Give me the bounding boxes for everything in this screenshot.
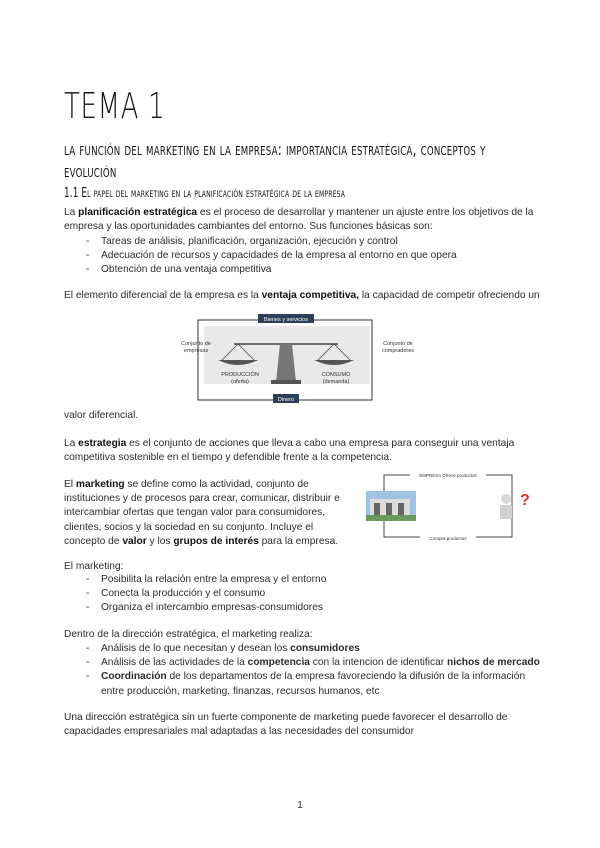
page-title: TEMA 1: [64, 86, 166, 127]
label-oferta: (oferta): [231, 379, 249, 385]
exchange-diagram: [364, 469, 531, 544]
list-item: - Adecuación de recursos y capacidades de la empresa al entorno en que opera: [86, 249, 457, 263]
label-conjunto-empresas: Conjunto de: [181, 341, 211, 347]
section-heading: 1.1 El papel del marketing en la planificación estratégica de la empresa: [64, 186, 346, 201]
label-demanda: (demanda): [322, 379, 350, 385]
list-item: - Posibilita la relación entre la empresa y el entorno: [86, 573, 326, 587]
paragraph-estrategia: La estrategia es el conjunto de acciones que lleva a cabo una empresa para conseguir una ventaja competitiva sostenible en el tiempo y defendible frente a la competencia.: [64, 438, 515, 463]
list-item: - Coordinación de los departamentos de la empresa favoreciendo la difusión de la información entre producción, marketing, finanzas, recursos humanos, etc: [86, 670, 556, 698]
svg-text:?: ?: [520, 492, 530, 509]
paragraph-marketing-definicion: El marketing se define como la actividad, conjunto de instituciones y de procesos para crear, comunicar, distribuir e intercambiar ofertas que tengan valor para consumidores, clientes, socios y la sociedad en su conjunto. Incluye el concepto de valor y los grupos de interés para la empresa.: [64, 479, 340, 547]
list-item: - Tareas de análisis, planificación, organización, ejecución y control: [86, 235, 457, 249]
label-produccion: PRODUCCIÓN: [221, 372, 259, 378]
paragraph-conclusion: Una dirección estratégica sin un fuerte componente de marketing puede favorecer el desarrollo de capacidades empresariales mal adaptadas a las necesidades del consumidor: [64, 712, 508, 737]
list-item: - Análisis de las actividades de la competencia con la intencion de identificar nichos de mercado: [86, 656, 556, 670]
list-item: - Análisis de lo que necesitan y desean los consumidores: [86, 642, 556, 656]
label-compra: Compra productos: [429, 536, 467, 541]
label-dinero: Dinero: [277, 397, 295, 403]
list-marketing: [86, 573, 326, 616]
paragraph-ventaja: El elemento diferencial de la empresa es la ventaja competitiva, la capacidad de competir ofreciendo un: [64, 290, 540, 301]
page-number: 1: [297, 800, 303, 811]
paragraph-direccion: Dentro de la dirección estratégica, el marketing realiza:: [64, 629, 313, 640]
market-balance-diagram: [176, 312, 420, 408]
label-compradores: compradores: [381, 348, 415, 354]
label-bienes: Bienes y servicios: [263, 317, 309, 323]
list-funciones: [86, 235, 457, 278]
paragraph-valor-diferencial: valor diferencial.: [64, 410, 139, 421]
chapter-subtitle: la función del marketing en la empresa: importancia estratégica, conceptos y evolución: [64, 140, 486, 181]
label-ofrece: EMPRESA Ofrece productos: [419, 473, 477, 478]
paragraph-planificacion: La planificación estratégica es el proceso de desarrollar y mantener un ajuste entre los objetivos de la empresa y las oportunidades cambiantes del entorno. Sus funciones básicas son:: [64, 207, 534, 232]
label-conjunto-compradores: Conjunto de: [383, 341, 413, 347]
list-item: - Conecta la producción y el consumo: [86, 587, 326, 601]
paragraph-el-marketing: El marketing:: [64, 561, 124, 572]
list-item: - Obtención de una ventaja competitiva: [86, 263, 457, 277]
list-item: - Organiza el intercambio empresas-consumidores: [86, 601, 326, 615]
list-direccion: [86, 642, 556, 699]
label-consumo: CONSUMO: [321, 372, 351, 378]
label-empresas: empresas: [183, 348, 209, 354]
